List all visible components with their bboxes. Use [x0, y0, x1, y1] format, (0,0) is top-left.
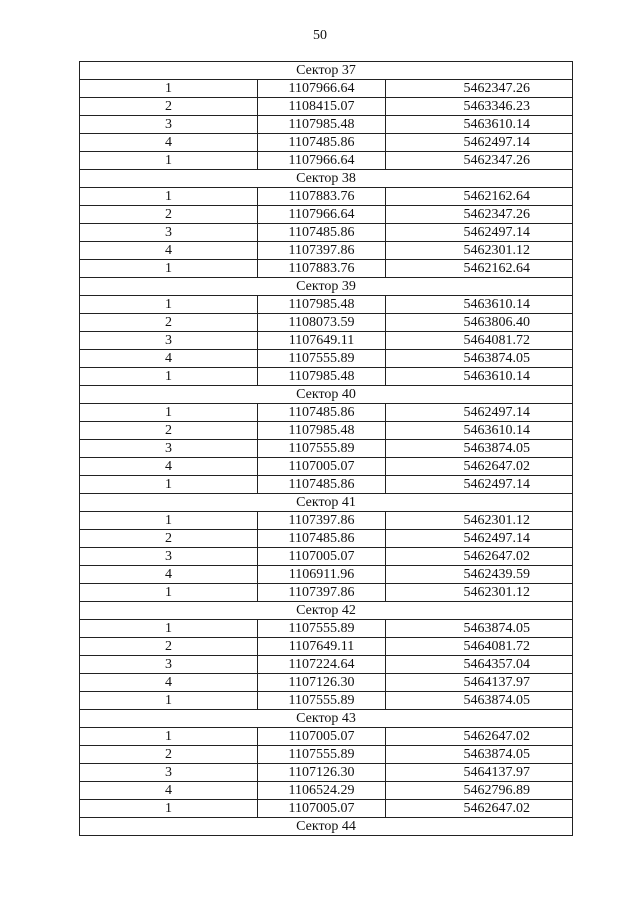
- point-number-cell: 2: [80, 422, 258, 440]
- y-coordinate-cell: 5463874.05: [386, 440, 573, 458]
- x-coordinate-cell: 1107649.11: [258, 638, 386, 656]
- y-coordinate-cell: 5463610.14: [386, 296, 573, 314]
- point-number-cell: 3: [80, 332, 258, 350]
- table-row: [80, 314, 573, 332]
- table-row: [80, 620, 573, 638]
- point-number-cell: 4: [80, 566, 258, 584]
- x-coordinate-cell: 1107883.76: [258, 188, 386, 206]
- table-row: [80, 638, 573, 656]
- table-row: [80, 782, 573, 800]
- sector-title: Сектор 42: [80, 602, 573, 620]
- point-number-cell: 1: [80, 620, 258, 638]
- x-coordinate-cell: 1107485.86: [258, 476, 386, 494]
- x-coordinate-cell: 1107005.07: [258, 800, 386, 818]
- point-number-cell: 1: [80, 368, 258, 386]
- point-number-cell: 1: [80, 188, 258, 206]
- point-number-cell: 2: [80, 638, 258, 656]
- y-coordinate-cell: 5464081.72: [386, 332, 573, 350]
- table-row: [80, 746, 573, 764]
- y-coordinate-cell: 5462497.14: [386, 476, 573, 494]
- point-number-cell: 3: [80, 224, 258, 242]
- point-number-cell: 1: [80, 584, 258, 602]
- y-coordinate-cell: 5462497.14: [386, 224, 573, 242]
- x-coordinate-cell: 1107224.64: [258, 656, 386, 674]
- x-coordinate-cell: 1107555.89: [258, 746, 386, 764]
- y-coordinate-cell: 5463346.23: [386, 98, 573, 116]
- x-coordinate-cell: 1107555.89: [258, 350, 386, 368]
- x-coordinate-cell: 1107005.07: [258, 548, 386, 566]
- y-coordinate-cell: 5462647.02: [386, 458, 573, 476]
- x-coordinate-cell: 1107555.89: [258, 692, 386, 710]
- point-number-cell: 3: [80, 656, 258, 674]
- sector-title: Сектор 37: [80, 62, 573, 80]
- y-coordinate-cell: 5463806.40: [386, 314, 573, 332]
- y-coordinate-cell: 5464137.97: [386, 764, 573, 782]
- sector-header-row: [80, 602, 573, 620]
- x-coordinate-cell: 1107126.30: [258, 764, 386, 782]
- point-number-cell: 4: [80, 242, 258, 260]
- table-row: [80, 656, 573, 674]
- y-coordinate-cell: 5464137.97: [386, 674, 573, 692]
- x-coordinate-cell: 1107397.86: [258, 512, 386, 530]
- y-coordinate-cell: 5463874.05: [386, 620, 573, 638]
- x-coordinate-cell: 1107883.76: [258, 260, 386, 278]
- point-number-cell: 2: [80, 98, 258, 116]
- point-number-cell: 3: [80, 764, 258, 782]
- page-number: 50: [313, 28, 327, 43]
- x-coordinate-cell: 1107485.86: [258, 134, 386, 152]
- point-number-cell: 1: [80, 404, 258, 422]
- y-coordinate-cell: 5462796.89: [386, 782, 573, 800]
- point-number-cell: 3: [80, 116, 258, 134]
- y-coordinate-cell: 5464081.72: [386, 638, 573, 656]
- sector-title: Сектор 39: [80, 278, 573, 296]
- point-number-cell: 1: [80, 260, 258, 278]
- table-row: [80, 224, 573, 242]
- y-coordinate-cell: 5462347.26: [386, 152, 573, 170]
- x-coordinate-cell: 1107485.86: [258, 224, 386, 242]
- x-coordinate-cell: 1107005.07: [258, 728, 386, 746]
- table-row: [80, 134, 573, 152]
- table-row: [80, 728, 573, 746]
- table-row: [80, 242, 573, 260]
- point-number-cell: 1: [80, 296, 258, 314]
- sector-header-row: [80, 494, 573, 512]
- table-row: [80, 80, 573, 98]
- x-coordinate-cell: 1107985.48: [258, 296, 386, 314]
- x-coordinate-cell: 1107555.89: [258, 620, 386, 638]
- table-row: [80, 566, 573, 584]
- sector-header-row: [80, 62, 573, 80]
- sector-title: Сектор 41: [80, 494, 573, 512]
- point-number-cell: 4: [80, 674, 258, 692]
- point-number-cell: 1: [80, 152, 258, 170]
- x-coordinate-cell: 1107397.86: [258, 584, 386, 602]
- y-coordinate-cell: 5462647.02: [386, 548, 573, 566]
- table-row: [80, 764, 573, 782]
- point-number-cell: 3: [80, 440, 258, 458]
- x-coordinate-cell: 1107397.86: [258, 242, 386, 260]
- x-coordinate-cell: 1107966.64: [258, 206, 386, 224]
- y-coordinate-cell: 5462301.12: [386, 242, 573, 260]
- table-row: [80, 548, 573, 566]
- y-coordinate-cell: 5463874.05: [386, 746, 573, 764]
- x-coordinate-cell: 1107485.86: [258, 404, 386, 422]
- table-row: [80, 674, 573, 692]
- x-coordinate-cell: 1107985.48: [258, 116, 386, 134]
- y-coordinate-cell: 5463874.05: [386, 692, 573, 710]
- y-coordinate-cell: 5463874.05: [386, 350, 573, 368]
- point-number-cell: 4: [80, 350, 258, 368]
- sector-header-row: [80, 386, 573, 404]
- sector-header-row: [80, 278, 573, 296]
- x-coordinate-cell: 1107966.64: [258, 152, 386, 170]
- table-row: [80, 350, 573, 368]
- point-number-cell: 2: [80, 530, 258, 548]
- table-row: [80, 404, 573, 422]
- y-coordinate-cell: 5463610.14: [386, 116, 573, 134]
- table-row: [80, 152, 573, 170]
- point-number-cell: 4: [80, 782, 258, 800]
- point-number-cell: 2: [80, 314, 258, 332]
- table-row: [80, 296, 573, 314]
- table-row: [80, 458, 573, 476]
- y-coordinate-cell: 5462301.12: [386, 584, 573, 602]
- sector-header-row: [80, 170, 573, 188]
- y-coordinate-cell: 5462497.14: [386, 530, 573, 548]
- table-row: [80, 422, 573, 440]
- table-row: [80, 332, 573, 350]
- x-coordinate-cell: 1107985.48: [258, 368, 386, 386]
- table-row: [80, 116, 573, 134]
- point-number-cell: 1: [80, 476, 258, 494]
- table-row: [80, 584, 573, 602]
- sector-title: Сектор 38: [80, 170, 573, 188]
- table-row: [80, 512, 573, 530]
- table-row: [80, 476, 573, 494]
- y-coordinate-cell: 5462497.14: [386, 134, 573, 152]
- point-number-cell: 1: [80, 728, 258, 746]
- point-number-cell: 4: [80, 134, 258, 152]
- point-number-cell: 2: [80, 746, 258, 764]
- point-number-cell: 1: [80, 692, 258, 710]
- x-coordinate-cell: 1108415.07: [258, 98, 386, 116]
- table-row: [80, 368, 573, 386]
- coordinates-table: [79, 61, 573, 836]
- y-coordinate-cell: 5464357.04: [386, 656, 573, 674]
- table-row: [80, 260, 573, 278]
- y-coordinate-cell: 5463610.14: [386, 422, 573, 440]
- sector-title: Сектор 40: [80, 386, 573, 404]
- y-coordinate-cell: 5463610.14: [386, 368, 573, 386]
- sector-header-row: [80, 710, 573, 728]
- table-row: [80, 800, 573, 818]
- y-coordinate-cell: 5462439.59: [386, 566, 573, 584]
- x-coordinate-cell: 1107649.11: [258, 332, 386, 350]
- sector-title: Сектор 44: [80, 818, 573, 836]
- y-coordinate-cell: 5462162.64: [386, 260, 573, 278]
- y-coordinate-cell: 5462647.02: [386, 800, 573, 818]
- table-row: [80, 98, 573, 116]
- table-row: [80, 188, 573, 206]
- x-coordinate-cell: 1108073.59: [258, 314, 386, 332]
- sector-header-row: [80, 818, 573, 836]
- coordinates-table-body: [80, 62, 573, 836]
- table-row: [80, 692, 573, 710]
- sector-title: Сектор 43: [80, 710, 573, 728]
- point-number-cell: 4: [80, 458, 258, 476]
- y-coordinate-cell: 5462347.26: [386, 206, 573, 224]
- y-coordinate-cell: 5462301.12: [386, 512, 573, 530]
- table-row: [80, 440, 573, 458]
- y-coordinate-cell: 5462347.26: [386, 80, 573, 98]
- point-number-cell: 1: [80, 512, 258, 530]
- x-coordinate-cell: 1107005.07: [258, 458, 386, 476]
- x-coordinate-cell: 1107966.64: [258, 80, 386, 98]
- table-row: [80, 530, 573, 548]
- x-coordinate-cell: 1107126.30: [258, 674, 386, 692]
- point-number-cell: 1: [80, 800, 258, 818]
- point-number-cell: 3: [80, 548, 258, 566]
- table-row: [80, 206, 573, 224]
- y-coordinate-cell: 5462162.64: [386, 188, 573, 206]
- y-coordinate-cell: 5462647.02: [386, 728, 573, 746]
- point-number-cell: 2: [80, 206, 258, 224]
- x-coordinate-cell: 1107485.86: [258, 530, 386, 548]
- x-coordinate-cell: 1107555.89: [258, 440, 386, 458]
- y-coordinate-cell: 5462497.14: [386, 404, 573, 422]
- point-number-cell: 1: [80, 80, 258, 98]
- x-coordinate-cell: 1106524.29: [258, 782, 386, 800]
- x-coordinate-cell: 1106911.96: [258, 566, 386, 584]
- x-coordinate-cell: 1107985.48: [258, 422, 386, 440]
